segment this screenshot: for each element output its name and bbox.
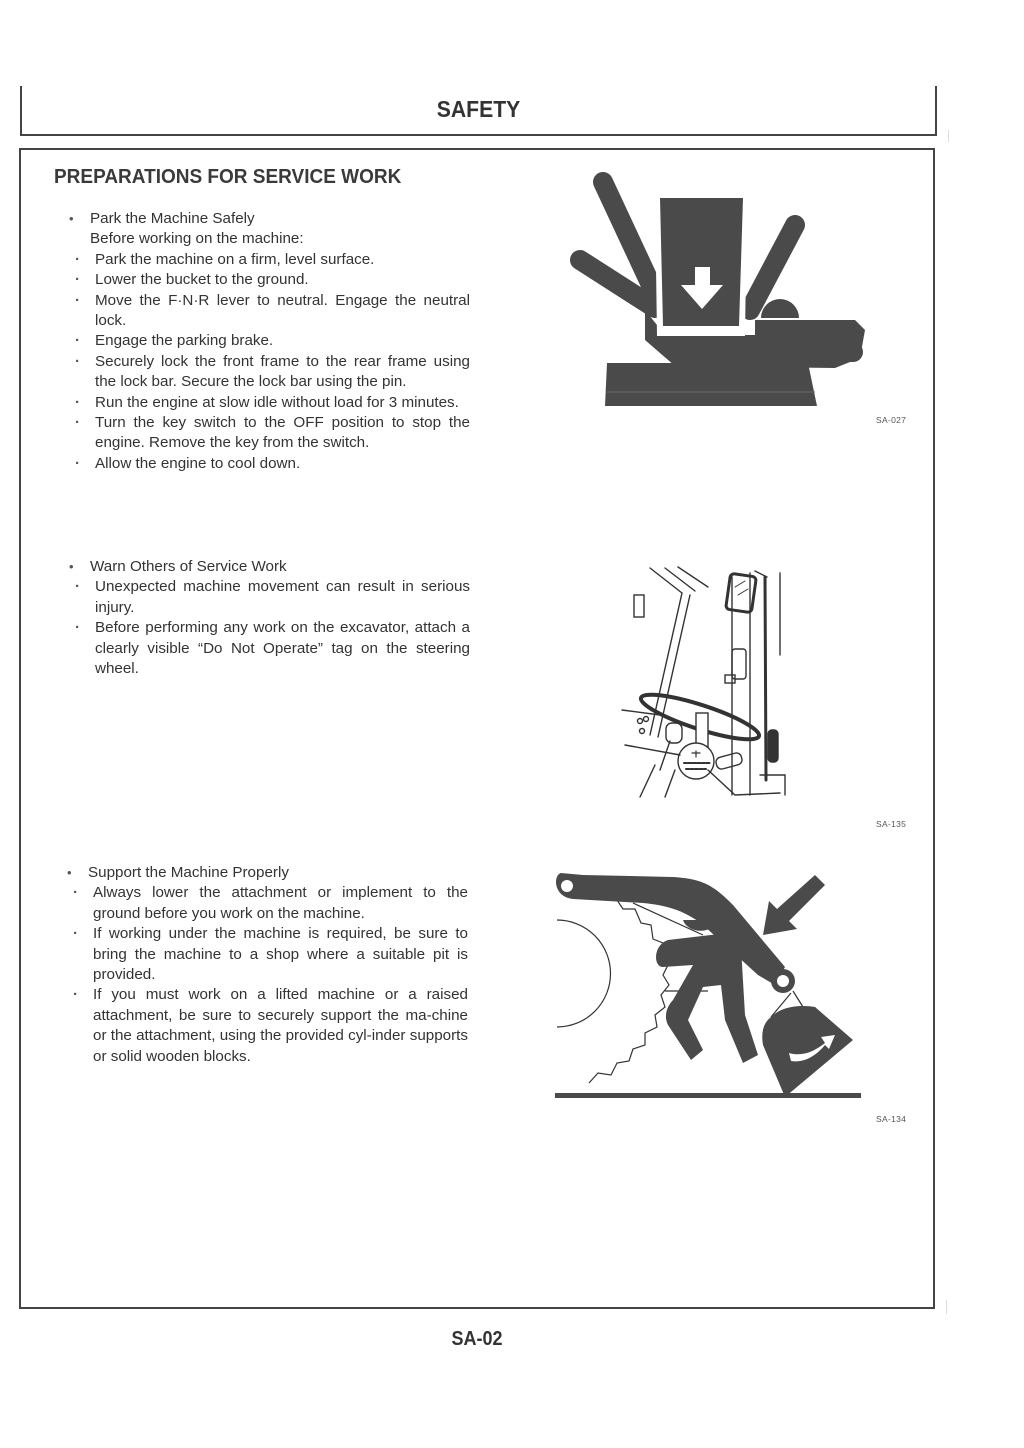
crush-hazard-icon: [555, 170, 885, 410]
block-park-machine: [66, 209, 470, 474]
list-item: · Move the F·N·R lever to neutral. Engage the neutral lock.: [66, 291, 470, 332]
list-item: · Unexpected machine movement can result in serious injury.: [66, 577, 470, 618]
instruction-list: [66, 577, 470, 679]
list-item: · If working under the machine is required, be sure to bring the machine to a shop where a suitable pit is provided.: [64, 924, 468, 985]
intro-text: Before working on the machine:: [90, 230, 304, 248]
list-item: · Turn the key switch to the OFF position to stop the engine. Remove the key from the switch.: [66, 413, 470, 454]
list-item: · Always lower the attachment or implement to the ground before you work on the machine.: [64, 883, 468, 924]
figure-label: SA-134: [876, 1114, 907, 1124]
page-title: SAFETY: [436, 96, 521, 122]
instruction-list: [66, 250, 470, 474]
figure-label: SA-027: [876, 415, 907, 425]
list-item: · Before performing any work on the excavator, attach a clearly visible “Do Not Operate” tag on the steering wheel.: [66, 618, 470, 679]
scan-artifact: [948, 130, 949, 142]
list-item: · If you must work on a lifted machine or a raised attachment, be sure to securely support the ma-chine or the attachment, using the provided cyl-inder supports or solid wooden blocks.: [64, 985, 468, 1067]
page-number: SA-02: [451, 1328, 503, 1350]
lowered-attachment-crush-icon: [553, 865, 883, 1105]
topic-title: • Support the Machine Properly: [64, 863, 468, 883]
do-not-operate-tag-illustration: [620, 565, 800, 805]
list-item: · Run the engine at slow idle without load for 3 minutes.: [66, 393, 470, 413]
list-item: · Allow the engine to cool down.: [66, 454, 470, 474]
list-item: · Securely lock the front frame to the rear frame using the lock bar. Secure the lock bar using the pin.: [66, 352, 470, 393]
topic-title: • Park the Machine Safely: [66, 209, 470, 229]
block-warn-others: [66, 557, 470, 679]
header-frame: [20, 86, 937, 136]
block-support-machine: [64, 863, 468, 1067]
instruction-list: [64, 883, 468, 1067]
list-item: · Park the machine on a firm, level surface.: [66, 250, 470, 270]
scan-artifact: [946, 1300, 947, 1314]
figure-label: SA-135: [876, 819, 907, 829]
list-item: · Engage the parking brake.: [66, 331, 470, 351]
topic-title: • Warn Others of Service Work: [66, 557, 470, 577]
section-heading: PREPARATIONS FOR SERVICE WORK: [54, 166, 402, 188]
list-item: · Lower the bucket to the ground.: [66, 270, 470, 290]
